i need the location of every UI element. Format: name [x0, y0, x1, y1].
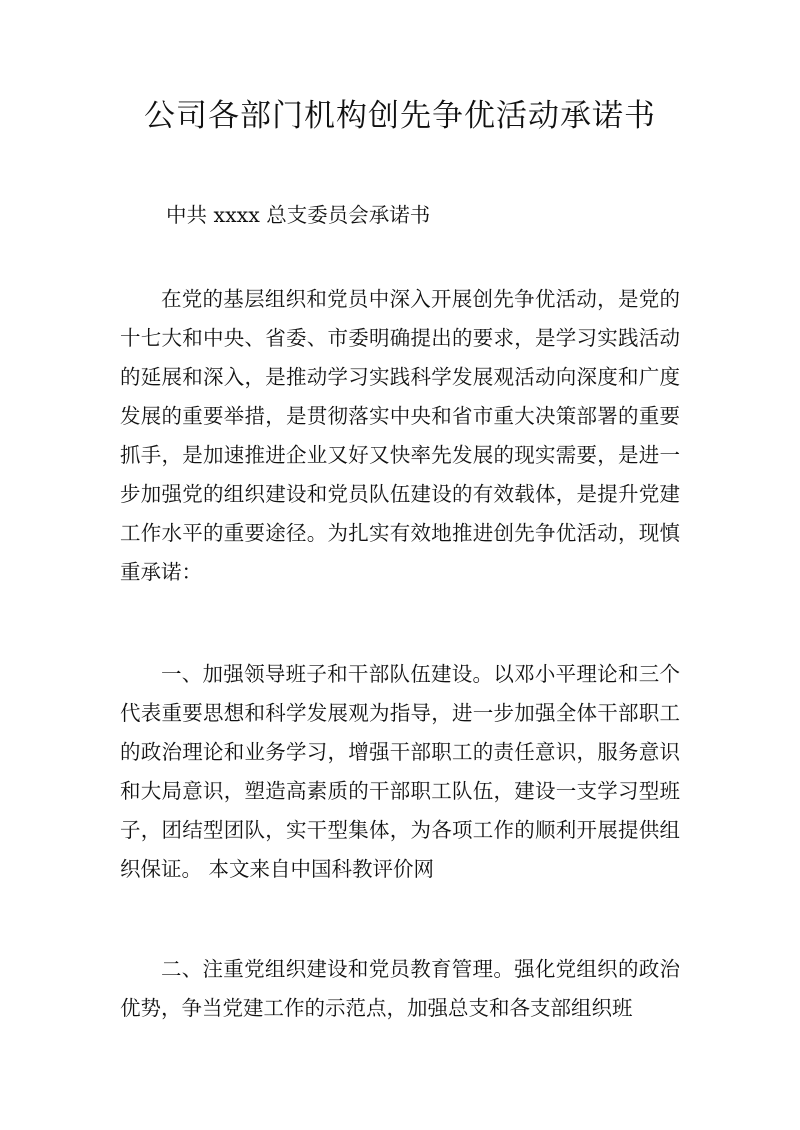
document-subtitle: 中共 xxxx 总支委员会承诺书 — [166, 203, 431, 227]
paragraph-intro: 在党的基层组织和党员中深入开展创先争优活动，是党的十七大和中央、省委、市委明确提出的要求，是学习实践活动的延展和深入，是推动学习实践科学发展观活动向深度和广度发展的重要举措，是贯彻落实中央和省市重大决策部署的重要抓手，是加速推进企业又好又快率先发展的现实需要，是进一步加强党的组织建设和党员队伍建设的有效载体，是提升党建工作水平的重要途径。为扎实有效地推进创先争优活动，现慎重承诺： — [120, 287, 680, 584]
paragraph-section-one: 一、加强领导班子和干部队伍建设。以邓小平理论和三个代表重要思想和科学发展观为指导，进一步加强全体干部职工的政治理论和业务学习，增强干部职工的责任意识，服务意识和大局意识，塑造高素质的干部职工队伍，建设一支学习型班子，团结型团队，实干型集体，为各项工作的顺利开展提供组织保证。 本文来自中国科教评价网 — [120, 662, 680, 881]
document-title: 公司各部门机构创先争优活动承诺书 — [144, 98, 656, 134]
paragraph-section-two: 二、注重党组织建设和党员教育管理。强化党组织的政治优势，争当党建工作的示范点，加强总支和各支部组织班 — [120, 957, 680, 1020]
